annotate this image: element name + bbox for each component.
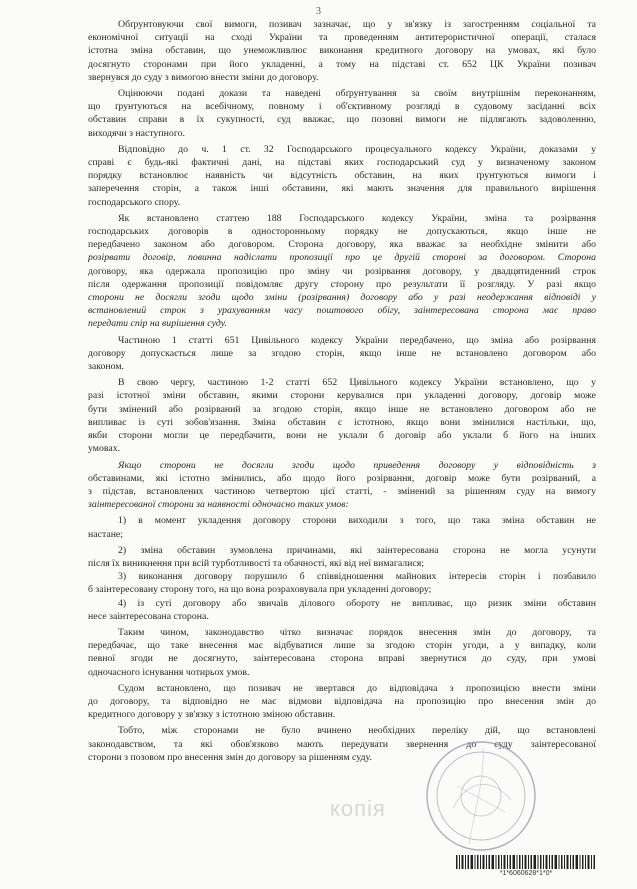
- text-line: Відповідно до ч. 1 ст. 32 Господарського процесуального кодексу України, доказами у: [118, 143, 596, 155]
- text-line: Судом встановлено, що позивач не звертався до відповідача з пропозицією внести зміни: [118, 682, 596, 694]
- text-line: Оцінюючи подані докази та наведені обґрунтування за своїм внутрішнім переконанням,: [118, 88, 596, 100]
- paragraph: [88, 87, 596, 140]
- text-line: В свою чергу, частиною 1-2 статті 652 Цивільного кодексу України встановлено, що у: [118, 377, 596, 389]
- list-item: [88, 544, 596, 570]
- text-line: бути змінений або розірваний за згодою сторін, якщо інше не встановлено договором або не: [88, 403, 596, 415]
- text-line: виходячи з наступного.: [88, 127, 185, 139]
- document-body: [88, 18, 596, 764]
- text-line: договору, яка одержала пропозицію про зміну чи розірвання договору, у двадцятиденний строк: [88, 265, 596, 277]
- text-line: 3) виконання договору порушило б співвідношення майнових інтересів сторін і позбавило: [118, 571, 596, 583]
- round-seal-stamp: [423, 738, 539, 854]
- text-line: істотна зміна обставин, що унеможливлює виконання кредитного договору на умовах, які було: [88, 45, 596, 57]
- text-line: Обґрунтовуючи свої вимоги, позивач зазначає, що у зв'язку із загостренням соціальної та: [118, 19, 596, 30]
- paragraph: [88, 626, 596, 679]
- paragraph: [88, 143, 596, 209]
- text-line: сторони не досягли згоди щодо зміни (розірвання) договору або у разі неодержання відповіді у: [88, 292, 596, 304]
- text-line: з підстав, встановлених частиною четвертою цієї статті, - змінений за рішенням суду на вимогу: [88, 485, 596, 497]
- text-line: передбачає, що таке внесення має відбуватися лише за згодою сторін угоди, а у випадку, коли: [88, 640, 596, 652]
- text-line: настане;: [88, 528, 124, 540]
- text-line: Тобто, між сторонами не було вчинено необхідних переліку дій, що встановлені: [118, 725, 596, 737]
- text-line: договору допускається лише за згодою сторін, якщо інше не встановлено договором або: [88, 347, 596, 359]
- text-line: Як встановлено статтею 188 Господарського кодексу України, зміна та розірвання: [118, 212, 596, 224]
- copy-watermark: копія: [330, 796, 386, 821]
- text-line: господарських договорів в односторонньому порядку не допускаються, якщо інше не: [88, 226, 596, 238]
- text-line: випливає із суті зобов'язання. Зміна обставин є істотною, якщо вони змінилися настільки, що,: [88, 416, 596, 428]
- text-line: обставин справи в їх сукупності, суд вважає, що позовні вимоги не підлягають задоволенню,: [88, 114, 596, 126]
- text-line: заперечення сторін, а також інші обставини, які мають значення для правильного вирішення: [88, 183, 596, 195]
- text-line: певної згоди не досягнуто, заінтересована сторона вправі звернутися до суду, при умові: [88, 653, 596, 665]
- text-line: після одержання пропозиції повідомляє другу сторону про результати її розгляду. У разі якщо: [88, 278, 596, 290]
- text-line: встановлений строк з урахуванням часу поштового обігу, заінтересована сторона має право: [88, 305, 596, 317]
- text-line: одночасного існування чотирьох умов.: [88, 666, 250, 678]
- text-line: сторони з позовом про внесення змін до договору за рішенням суду.: [88, 751, 372, 763]
- text-line: передбачено законом або договором. Сторона договору, яка вважає за необхідне змінити або: [88, 239, 596, 251]
- list-item: [88, 514, 596, 540]
- text-line: до договору, та відповідно не має відмови відповідача на пропозицію про внесення змін до: [88, 695, 596, 707]
- text-line: Якщо сторони не досягли згоди щодо приведення договору у відповідність з: [118, 459, 596, 471]
- text-line: умовах.: [88, 443, 121, 455]
- list-item: [88, 570, 596, 596]
- text-line: разі істотної зміни обставин, якими сторони керувалися при укладенні договору, договір може: [88, 390, 596, 402]
- list-item: [88, 597, 596, 623]
- text-line: господарського спору.: [88, 196, 181, 208]
- text-line: розірвати договір, повинна надіслати пропозиції про це другій стороні за договором. Сторона: [88, 252, 596, 264]
- text-line: б заінтересовану сторону того, на що вона розраховувала при укладенні договору;: [88, 584, 432, 596]
- paragraph: [88, 18, 596, 84]
- text-line: законодавством, та які обов'язково мають передувати звернення до суду заінтересованої: [88, 738, 596, 750]
- text-line: звернувся до суду з вимогою внести зміни до договору.: [88, 71, 319, 83]
- text-line: після їх виникнення при всій турботливості та обачності, які від неї вимагалися;: [88, 557, 425, 569]
- text-line: 2) зміна обставин зумовлена причинами, які заінтересована сторона не могла усунути: [118, 544, 596, 556]
- text-line: обставинами, які істотно змінились, або щодо його розірвання, договір може бути розірваний, а: [88, 472, 596, 484]
- paragraph: [88, 334, 596, 374]
- text-line: економічної ситуації на сході України та проведенням антитерористичної операції, сталася: [88, 32, 596, 44]
- barcode-number: *1*6060628*1*0*: [499, 870, 553, 877]
- page-number: 3: [316, 6, 321, 17]
- text-line: кредитного договору у зв'язку з істотною зміною обставин.: [88, 709, 336, 721]
- text-line: справі є будь-які фактичні дані, на підставі яких господарський суд у визначеному законом: [88, 157, 596, 169]
- text-line: законом.: [88, 361, 124, 373]
- text-line: заінтересованої сторони за наявності одночасно таких умов:: [88, 499, 349, 511]
- barcode: [456, 855, 596, 869]
- text-line: 1) в момент укладення договору сторони виходили з того, що така зміна обставин не: [118, 515, 596, 527]
- text-line: Таким чином, законодавство чітко визначає порядок внесення змін до договору, та: [118, 626, 596, 638]
- text-line: 4) із суті договору або звичаїв ділового обороту не випливає, що ризик зміни обставин: [118, 597, 596, 609]
- paragraph: [88, 376, 596, 455]
- text-line: досягнуто сторонами при його укладенні, а тому на підставі ст. 652 ЦК України позивач: [88, 58, 596, 70]
- text-line: несе заінтересована сторона.: [88, 610, 209, 622]
- text-line: передати спір на вирішення суду.: [88, 318, 227, 330]
- text-line: що ґрунтуються на всебічному, повному і об'єктивному розгляді в судовому засіданні всіх: [88, 101, 596, 113]
- paragraph: [88, 212, 596, 331]
- text-line: Частиною 1 статті 651 Цивільного кодексу України передбачено, що зміна або розірвання: [118, 334, 596, 346]
- paragraph: [88, 459, 596, 512]
- paragraph: [88, 682, 596, 722]
- text-line: порядку встановлює наявність чи відсутність обставин, на яких ґрунтуються вимоги і: [88, 170, 596, 182]
- text-line: якби сторони могли це передбачити, вони не уклали б договір або уклали б його на інших: [88, 430, 596, 442]
